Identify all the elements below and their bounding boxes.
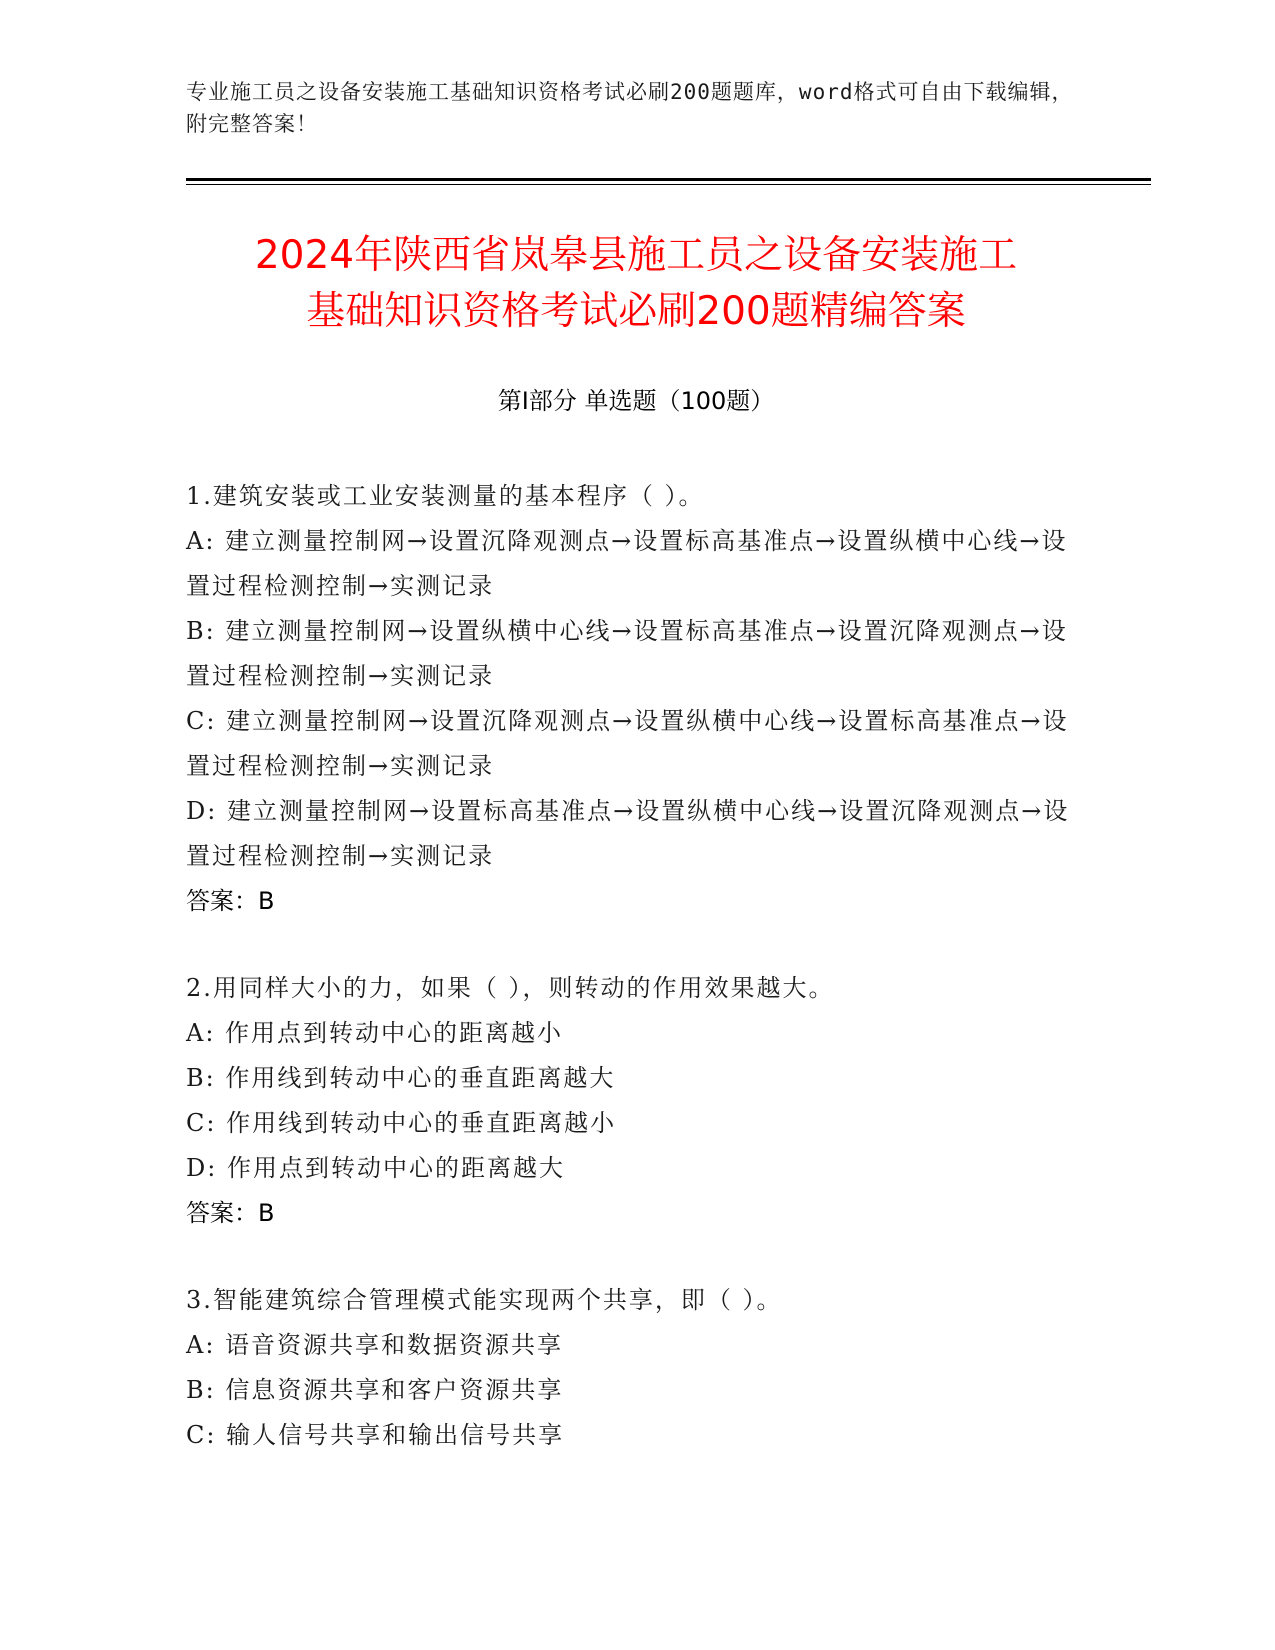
answer: 答案：B (186, 1199, 275, 1227)
option-c: C: 输人信号共享和输出信号共享 (186, 1421, 565, 1449)
option-c: C: 建立测量控制网→设置沉降观测点→设置纵横中心线→设置标高基准点→设置过程检测控制→实测记录 (186, 707, 1069, 780)
question-list (186, 474, 1076, 1500)
question-3 (186, 1278, 1076, 1458)
option-b: B: 信息资源共享和客户资源共享 (186, 1376, 564, 1404)
option-c: C: 作用线到转动中心的垂直距离越小 (186, 1109, 617, 1137)
question-2 (186, 966, 1076, 1236)
option-d: D: 作用点到转动中心的距离越大 (186, 1154, 565, 1182)
question-stem: 3.智能建筑综合管理模式能实现两个共享，即（ ）。 (186, 1286, 783, 1314)
question-stem: 2.用同样大小的力，如果（ ），则转动的作用效果越大。 (186, 974, 835, 1002)
title-line-1: 2024年陕西省岚皋县施工员之设备安装施工 (254, 233, 1018, 278)
answer: 答案：B (186, 887, 275, 915)
question-stem: 1.建筑安装或工业安装测量的基本程序（ ）。 (186, 482, 705, 510)
option-b: B: 建立测量控制网→设置纵横中心线→设置标高基准点→设置沉降观测点→设置过程检测控制→实测记录 (186, 617, 1068, 690)
header-note: 专业施工员之设备安装施工基础知识资格考试必刷200题题库，word格式可自由下载编辑，附完整答案！ (186, 80, 1074, 136)
header-divider-thin (186, 184, 1151, 185)
option-a: A: 语音资源共享和数据资源共享 (186, 1331, 564, 1359)
title-line-2: 基础知识资格考试必刷200题精编答案 (306, 289, 966, 334)
option-b: B: 作用线到转动中心的垂直距离越大 (186, 1064, 616, 1092)
option-a: A: 建立测量控制网→设置沉降观测点→设置标高基准点→设置纵横中心线→设置过程检测控制→实测记录 (186, 527, 1068, 600)
option-d: D: 建立测量控制网→设置标高基准点→设置纵横中心线→设置沉降观测点→设置过程检测控制→实测记录 (186, 797, 1070, 870)
section-heading: 第Ⅰ部分 单选题（100题） (497, 387, 775, 415)
document-title (186, 228, 1086, 340)
question-1 (186, 474, 1076, 924)
option-a: A: 作用点到转动中心的距离越小 (186, 1019, 564, 1047)
header-divider-thick (186, 178, 1151, 181)
